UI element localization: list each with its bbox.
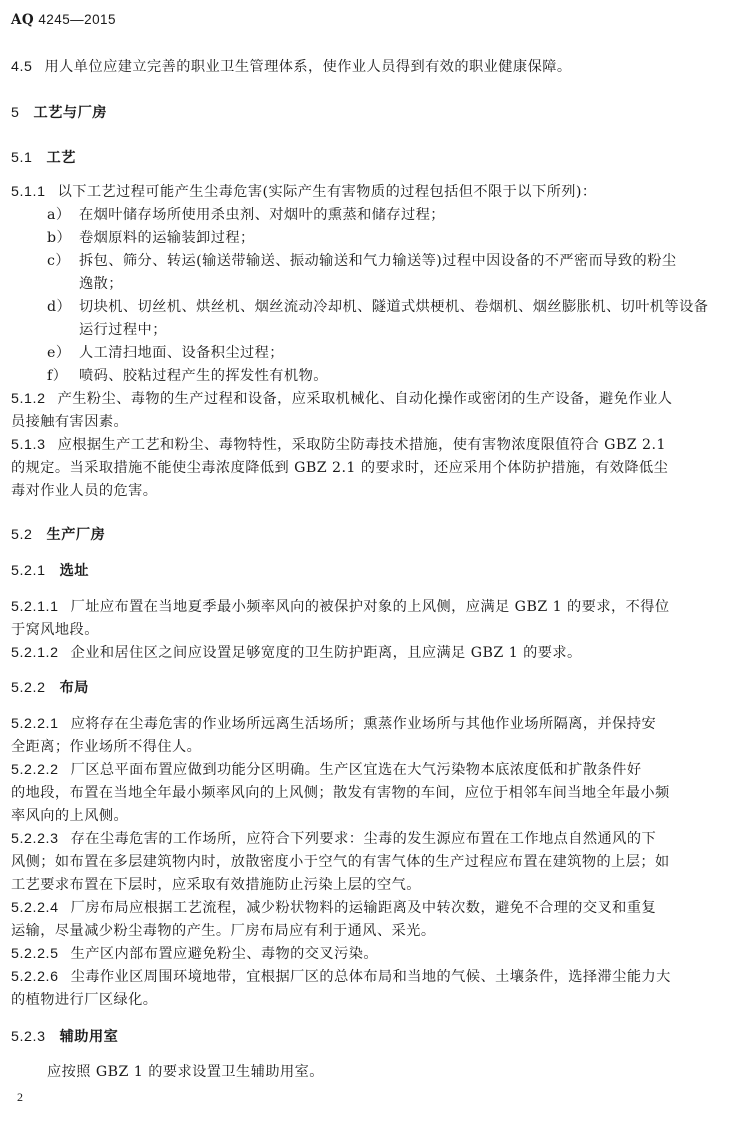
clause-number: 5.2.2.1: [11, 716, 59, 732]
item-text: 卷烟原料的运输装卸过程；: [79, 230, 255, 246]
page-number: 2: [17, 1090, 23, 1104]
section-number: 5.2.1: [11, 563, 46, 579]
clause-5-2-2-6-continued: 的植物进行厂区绿化。: [11, 992, 158, 1008]
item-text: 人工清扫地面、设备积尘过程；: [79, 345, 284, 361]
item-label: b）: [47, 230, 72, 246]
section-5-2-3-text: 应按照 GBZ 1 的要求设置卫生辅助用室。: [47, 1064, 324, 1080]
clause-number: 5.2.2.6: [11, 969, 59, 985]
clause-5-2-2-6: [11, 966, 722, 989]
clause-5-2-2-2-continued-1: 的地段，布置在当地全年最小频率风向的上风侧；散发有害物的车间，应位于相邻车间当地全年最小频: [11, 785, 670, 801]
item-text: 在烟叶储存场所使用杀虫剂、对烟叶的熏蒸和储存过程；: [79, 207, 445, 223]
section-number: 5.2: [11, 527, 33, 543]
list-item-b: [47, 227, 722, 250]
clause-number: 5.2.1.2: [11, 645, 59, 661]
clause-text: 厂房布局应根据工艺流程，减少粉状物料的运输距离及中转次数，避免不合理的交叉和重复: [70, 900, 657, 916]
clause-number: 5.2.1.1: [11, 599, 59, 615]
clause-text: 应根据生产工艺和粉尘、毒物特性，采取防尘防毒技术措施，使有害物浓度限值符合 GBZ 2.1: [57, 437, 666, 453]
clause-5-2-2-2-continued-2: 率风向的上风侧。: [11, 808, 129, 824]
section-title: 生产厂房: [46, 527, 106, 543]
clause-5-1-3-continued-1: 的规定。当采取措施不能使尘毒浓度降低到 GBZ 2.1 的要求时，还应采用个体防护措施，有效降低尘: [11, 460, 669, 476]
section-5-2-heading: [11, 524, 722, 547]
clause-5-1-3: [11, 434, 722, 457]
section-number: 5.2.2: [11, 680, 46, 696]
section-title: 选址: [59, 563, 89, 579]
clause-text: 企业和居住区之间应设置足够宽度的卫生防护距离，且应满足 GBZ 1 的要求。: [70, 645, 582, 661]
clause-number: 5.2.2.3: [11, 831, 59, 847]
list-item-e: [47, 342, 722, 365]
clause-number: 5.2.2.2: [11, 762, 59, 778]
clause-number: 5.2.2.4: [11, 900, 59, 916]
clause-text: 应将存在尘毒危害的作业场所远离生活场所；熏蒸作业场所与其他作业场所隔离，并保持安: [70, 716, 657, 732]
clause-5-1-2-continued: 员接触有害因素。: [11, 414, 129, 430]
clause-5-2-2-1: [11, 713, 722, 736]
clause-4-5: [11, 56, 722, 79]
section-title: 工艺与厂房: [33, 105, 107, 121]
list-item-c: [47, 250, 722, 273]
clause-number: 5.1.1: [11, 184, 46, 200]
clause-5-1-2: [11, 388, 722, 411]
list-item-a: [47, 204, 722, 227]
clause-text: 生产区内部布置应避免粉尘、毒物的交叉污染。: [70, 946, 378, 962]
clause-number: 5.1.2: [11, 391, 46, 407]
clause-text: 产生粉尘、毒物的生产过程和设备，应采取机械化、自动化操作或密闭的生产设备，避免作业人: [57, 391, 673, 407]
clause-5-1-1: [11, 181, 722, 204]
section-5-1-heading: [11, 147, 722, 170]
clause-text: 尘毒作业区周围环境地带，宜根据厂区的总体布局和当地的气候、土壤条件，选择滞尘能力大: [70, 969, 671, 985]
clause-text: 存在尘毒危害的工作场所，应符合下列要求：尘毒的发生源应布置在工作地点自然通风的下: [70, 831, 657, 847]
section-5-2-2-heading: [11, 677, 722, 700]
standard-number: 4245—2015: [38, 12, 116, 27]
clause-5-1-3-continued-2: 毒对作业人员的危害。: [11, 483, 158, 499]
clause-5-2-2-3: [11, 828, 722, 851]
item-text: 喷码、胶粘过程产生的挥发性有机物。: [79, 368, 328, 384]
clause-text: 以下工艺过程可能产生尘毒危害(实际产生有害物质的过程包括但不限于以下所列)：: [57, 184, 597, 200]
clause-5-2-2-4-continued: 运输，尽量减少粉尘毒物的产生。厂房布局应有利于通风、采光。: [11, 923, 436, 939]
standard-code: AQ: [11, 12, 35, 28]
list-item-f: [47, 365, 722, 388]
item-text: 拆包、筛分、转运(输送带输送、振动输送和气力输送等)过程中因设备的不严密而导致的粉尘: [79, 253, 677, 269]
section-title: 布局: [59, 680, 89, 696]
section-number: 5.1: [11, 150, 33, 166]
item-text: 切块机、切丝机、烘丝机、烟丝流动冷却机、隧道式烘梗机、卷烟机、烟丝膨胀机、切叶机等设备: [79, 299, 709, 315]
item-label: c）: [47, 253, 71, 269]
item-label: e）: [47, 345, 71, 361]
clause-5-2-1-2: [11, 642, 722, 665]
clause-5-2-2-3-continued-1: 风侧；如布置在多层建筑物内时，放散密度小于空气的有害气体的生产过程应布置在建筑物的上层；如: [11, 854, 670, 870]
item-label: d）: [47, 299, 72, 315]
clause-5-2-2-3-continued-2: 工艺要求布置在下层时，应采取有效措施防止污染上层的空气。: [11, 877, 421, 893]
section-title: 工艺: [46, 150, 76, 166]
section-5-2-3-heading: [11, 1026, 722, 1049]
clause-number: 5.2.2.5: [11, 946, 59, 962]
clause-number: 4.5: [11, 59, 33, 75]
list-item-d: [47, 296, 722, 319]
clause-text: 厂区总平面布置应做到功能分区明确。生产区宜选在大气污染物本底浓度低和扩散条件好: [70, 762, 642, 778]
clause-number: 5.1.3: [11, 437, 46, 453]
clause-5-2-1-1-continued: 于窝风地段。: [11, 622, 99, 638]
section-number: 5: [11, 105, 20, 121]
clause-5-2-2-2: [11, 759, 722, 782]
clause-5-2-2-4: [11, 897, 722, 920]
section-5-heading: [11, 102, 722, 125]
standard-header: [11, 8, 722, 32]
clause-5-2-2-5: [11, 943, 722, 966]
section-number: 5.2.3: [11, 1029, 46, 1045]
section-5-2-1-heading: [11, 560, 722, 583]
section-title: 辅助用室: [59, 1029, 119, 1045]
list-item-d-continued: 运行过程中；: [79, 322, 167, 338]
clause-text: 厂址应布置在当地夏季最小频率风向的被保护对象的上风侧，应满足 GBZ 1 的要求，不得位: [70, 599, 670, 615]
list-item-c-continued: 逸散；: [79, 276, 123, 292]
clause-text: 用人单位应建立完善的职业卫生管理体系，使作业人员得到有效的职业健康保障。: [44, 59, 572, 75]
item-label: a）: [47, 207, 71, 223]
clause-5-2-1-1: [11, 596, 722, 619]
clause-5-2-2-1-continued: 全距离；作业场所不得住人。: [11, 739, 202, 755]
item-label: f）: [47, 368, 68, 384]
